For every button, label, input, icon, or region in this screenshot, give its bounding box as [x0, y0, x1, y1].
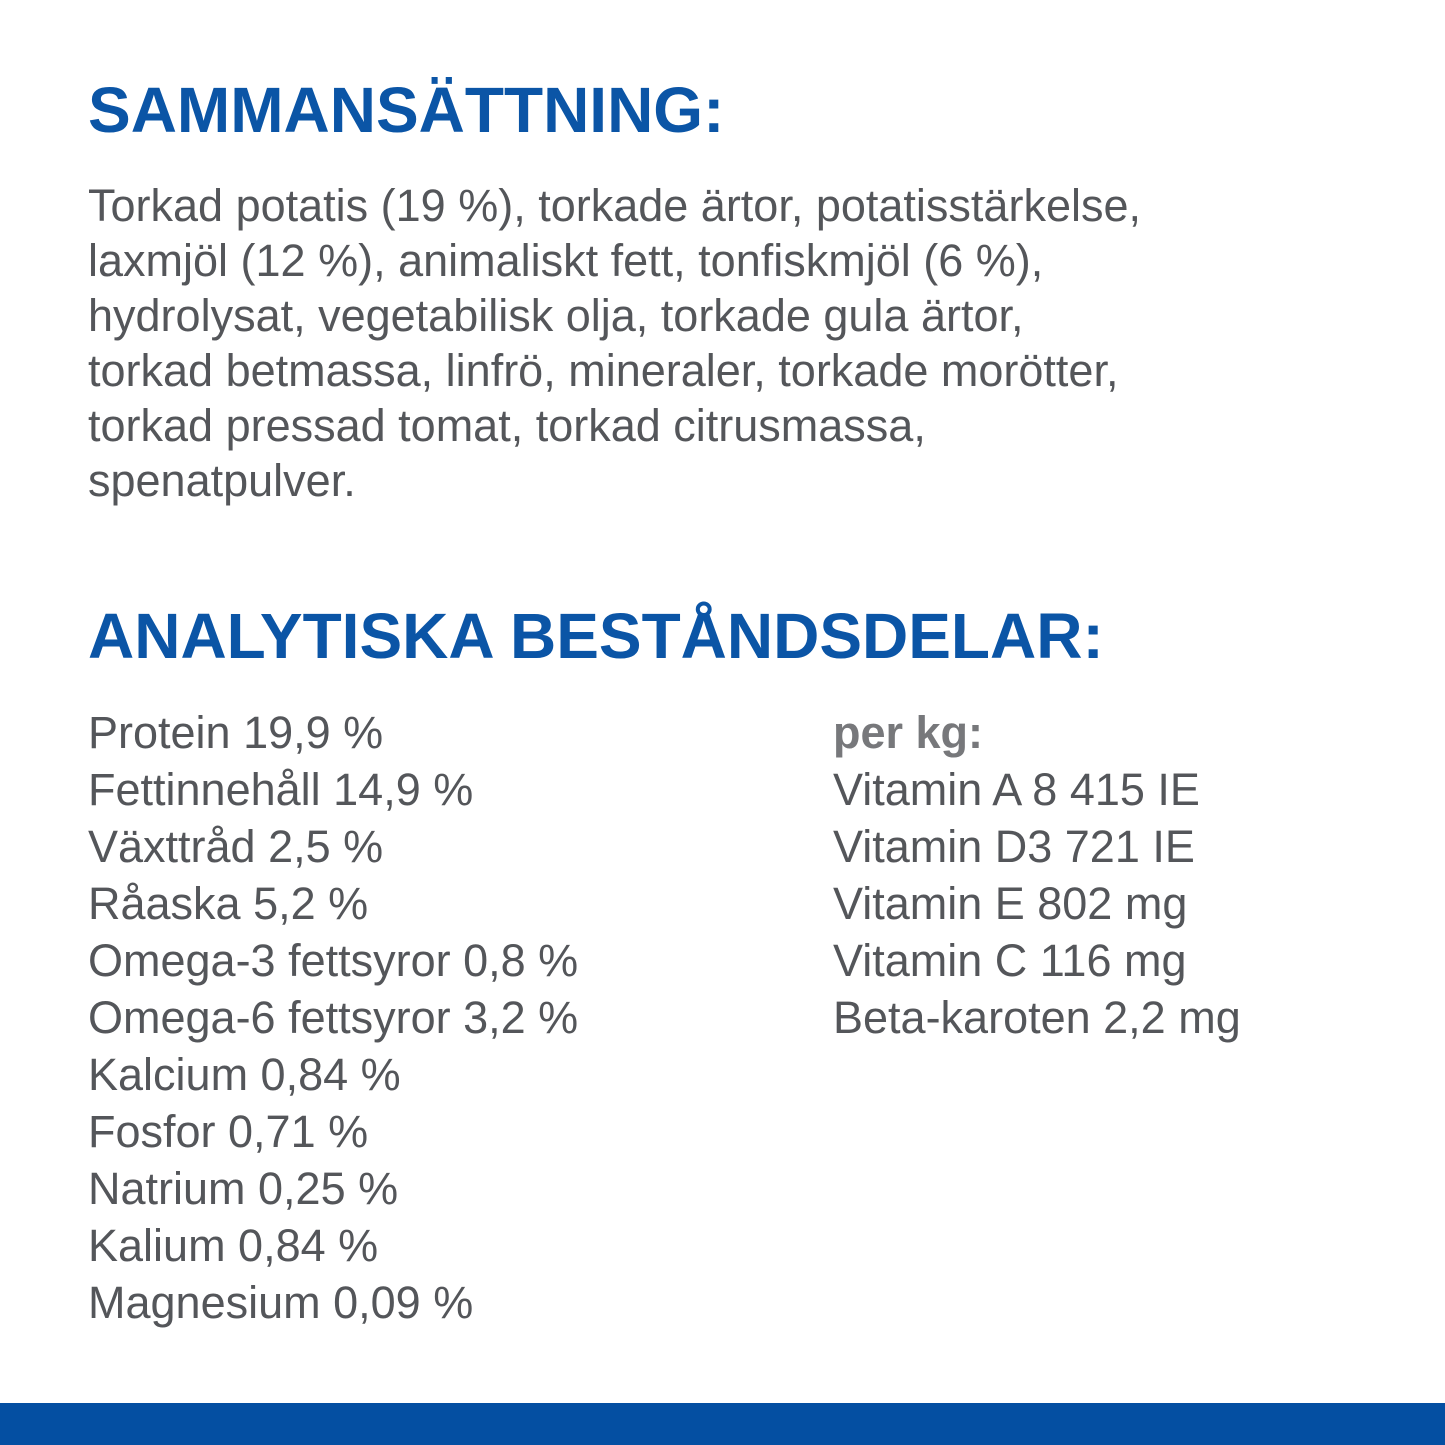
ingredients-line: Torkad potatis (19 %), torkade ärtor, potatisstärkelse, — [88, 180, 1141, 231]
vitamin-d3: Vitamin D3 721 IE — [833, 821, 1195, 872]
nutrient-fat: Fettinnehåll 14,9 % — [88, 764, 474, 815]
nutrient-ash: Råaska 5,2 % — [88, 878, 369, 929]
nutrient-phosphorus: Fosfor 0,71 % — [88, 1106, 369, 1157]
ingredients-paragraph — [88, 178, 1418, 508]
ingredients-line: torkad pressad tomat, torkad citrusmassa, — [88, 400, 926, 451]
vitamin-e: Vitamin E 802 mg — [833, 878, 1188, 929]
analytical-columns — [88, 704, 1418, 1331]
footer-blue-bar — [0, 1403, 1445, 1445]
vitamin-c: Vitamin C 116 mg — [833, 935, 1187, 986]
nutrient-fibre: Växttråd 2,5 % — [88, 821, 384, 872]
ingredients-line: hydrolysat, vegetabilisk olja, torkade gula ärtor, — [88, 290, 1024, 341]
vitamin-a: Vitamin A 8 415 IE — [833, 764, 1200, 815]
ingredients-line: spenatpulver. — [88, 455, 356, 506]
per-kg-heading: per kg: — [833, 707, 984, 758]
nutrient-calcium: Kalcium 0,84 % — [88, 1049, 401, 1100]
ingredients-line: torkad betmassa, linfrö, mineraler, torkade morötter, — [88, 345, 1119, 396]
nutrient-sodium: Natrium 0,25 % — [88, 1163, 399, 1214]
nutrient-magnesium: Magnesium 0,09 % — [88, 1277, 474, 1328]
nutrient-omega3: Omega-3 fettsyror 0,8 % — [88, 935, 579, 986]
composition-heading: SAMMANSÄTTNING: — [88, 74, 725, 146]
ingredients-line: laxmjöl (12 %), animaliskt fett, tonfiskmjöl (6 %), — [88, 235, 1044, 286]
nutrient-omega6: Omega-6 fettsyror 3,2 % — [88, 992, 579, 1043]
analytical-constituents-heading: ANALYTISKA BESTÅNDSDELAR: — [88, 600, 1104, 672]
nutrients-left-column — [88, 704, 833, 1331]
beta-carotene: Beta-karoten 2,2 mg — [833, 992, 1241, 1043]
vitamins-right-column — [833, 704, 1418, 1331]
nutrient-protein: Protein 19,9 % — [88, 707, 384, 758]
nutrient-potassium: Kalium 0,84 % — [88, 1220, 379, 1271]
